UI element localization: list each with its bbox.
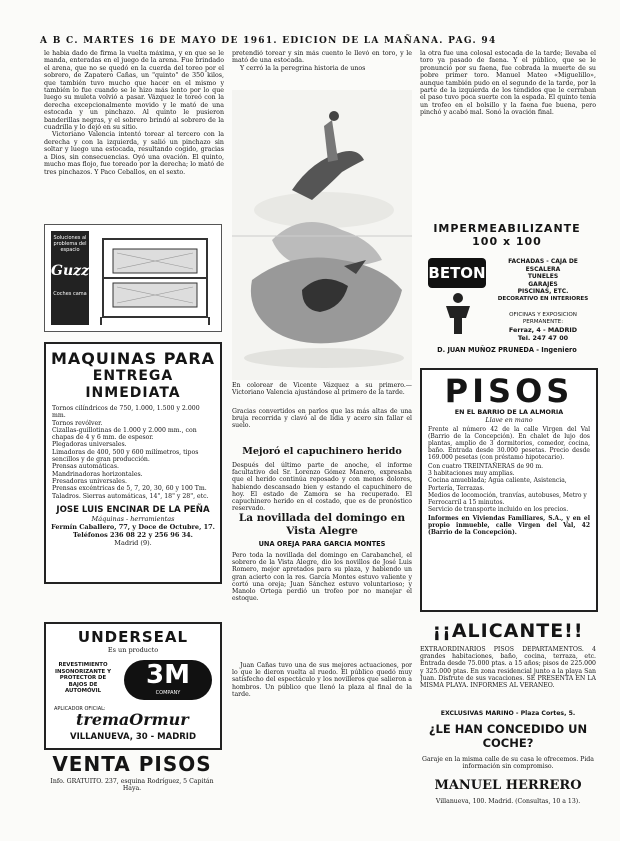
imper-tel: Tel. 247 47 00: [517, 334, 569, 342]
maquinas-item: Tornos cilíndricos de 750, 1.000, 1.500 y 2.000 mm.: [52, 405, 200, 420]
column-2-top: [232, 50, 412, 84]
maquinas-phones: Teléfonos 236 08 22 y 256 96 34.: [73, 530, 193, 539]
guzzi-logo-panel: [51, 231, 95, 325]
bed-illustration: [97, 233, 215, 325]
pisos-info: Informes en Viviendas Familiares, S.A., y en el propio inmueble, calle Virgen del Val, 42 (Barrio de la Concepción).: [428, 515, 590, 537]
coche-text: Garaje en la misma calle de su casa le ofrecemos. Pida información sin compromiso.: [422, 756, 594, 771]
maquinas-item: Cizallas-guillotinas de 1.000 y 2.000 mm., con chapas de 4 y 6 mm. de espesor.: [52, 426, 197, 442]
pisos-item: Medios de locomoción, tranvías, autobuses, Metro y Ferrocarril a 15 minutos.: [428, 491, 587, 507]
ad-guzzi: [44, 224, 222, 332]
maquinas-tagline: Máquinas - herramientas: [91, 514, 175, 523]
pisos-lead: Llave en mano: [485, 416, 533, 424]
pisos-item: Cocina amueblada; Agua caliente, Asistencia, Portería, Terrazas.: [428, 477, 567, 492]
underseal-sub: Es un producto: [107, 646, 159, 654]
imper-subtitle: 100 x 100: [472, 235, 542, 248]
col3-top-text: la otra fue una colosal estocada de la tarde; llevaba el toro ya pasado de faena. Y el público, que se le pronunció por su faena, fue cobrada la muerte de su pobre primer toro. Manuel Mateo «Miguelillo», aunque también pudo en el segundo de la tarde, por la parte de la izquierda de los tendidos que le cerraban el paso tuvo poca suerte con la espada. El quinto tenía un trofeo en el bolsillo y la faena fue buena, pero pinchó y acabó mal. Sonó la ovación final.: [420, 50, 596, 117]
venta-pisos-text: Info. GRATUITO. 237, esquina Rodríguez, 5 Capitán Haya.: [50, 778, 214, 793]
underseal-address: VILLANUEVA, 30 - MADRID: [69, 732, 197, 742]
pisos-item: Con cuatro TREINTAÑERAS de 90 m.: [428, 463, 544, 470]
column-3-top: [420, 50, 596, 198]
imper-address: Ferraz, 4 - MADRID: [508, 326, 578, 334]
ad-underseal: [44, 622, 222, 750]
imper-lines: [492, 258, 594, 296]
figure-icon: [438, 292, 478, 336]
imper-line: FACHADAS - CAJA DE ESCALERA: [508, 258, 578, 273]
maquinas-item: Prensas automáticas.: [52, 463, 119, 471]
maquinas-item: Plegadoras universales.: [52, 441, 127, 449]
page-header: A B C. MARTES 16 DE MAYO DE 1961. EDICION DE LA MAÑANA. PAG. 94: [40, 36, 497, 46]
headline-capuchinero: Mejoró el capuchinero herido: [242, 446, 402, 457]
3m-logo: [124, 660, 212, 700]
coche-title: ¿LE HAN CONCEDIDO UN COCHE?: [428, 722, 588, 750]
underseal-dealer-label: APLICADOR OFICIAL:: [54, 706, 106, 712]
ad-maquinas: [44, 342, 222, 584]
article-text-2: Victoriano Valencia intentó torear al tercero con la derecha y con la izquierda, y salió un pinchazo sin soltar y luego una estocada, resultando cogido, gracias a Dios, sin consecuencias. Oyó una ovación. El quinto, mucho mas flojo, fue toreado por la derecha; lo mató de tres pinchazos. Y Paco Ceballos, en el sexto.: [44, 131, 224, 176]
maquinas-item: Mandrinadoras horizontales.: [52, 470, 143, 478]
guzzi-brand: Guzzi: [51, 263, 95, 279]
maquinas-title-1: MAQUINAS PARA: [50, 349, 216, 368]
3m-logo-text: 3M: [146, 660, 190, 690]
underseal-brand: UNDERSEAL: [77, 628, 189, 646]
ad-impermeabilizante: [420, 222, 594, 354]
col2-top-text: pretendió torear y sin más cuento le llevó en toro, y le mató de una estocada.: [232, 50, 412, 65]
imper-note: DECORATIVO EN INTERIORES: [497, 296, 589, 302]
maquinas-item: Fresadoras universales.: [52, 477, 127, 485]
maquinas-address: Fermín Caballero, 77, y Doce de Octubre, 17.: [51, 522, 215, 531]
body-novillada-2: Juan Cañas tuvo una de sus mejores actuaciones, por lo que le dieron vuelta al ruedo. El público quedó muy satisfecho del espectáculo y los novilleros que salieron a hombros. Un público que llenó la plaza al final de la tarde.: [232, 662, 412, 698]
pisos-title: PISOS: [444, 372, 574, 410]
photo-caption: En colorear de Vicente Vázquez a su primero.— Victoriano Valencia ajustándose al primero de la tarde.: [232, 382, 412, 397]
body-capuchinero: Después del último parte de anoche, el informe facultativo del Sr. Lorenzo Gómez Manero, expresaba que el herido continúa reposado y con menos dolores, habiendo descansado bien y estando el capuchinero de hoy. El estado de Zamora se ha recuperado. El capuchinero herido en el costado, que es de pronóstico reservado.: [232, 462, 412, 513]
imper-line: TUNELES: [527, 273, 559, 281]
maquinas-item: Limadoras de 400, 500 y 600 milímetros, tipos sencillos y de gran producción.: [52, 448, 199, 464]
bullfight-drawing: [232, 90, 412, 380]
3m-logo-sub: COMPANY: [155, 690, 181, 696]
underseal-dealer: tremaOrmur: [76, 710, 189, 729]
pisos-item: 3 habitaciones muy amplias.: [428, 470, 515, 478]
coche-address: Villanueva, 100. Madrid. (Consultas, 10 a 13).: [435, 798, 581, 805]
guzzi-slogan: Soluciones al problema del espacio: [53, 235, 87, 253]
col2-top-text-2: Y cerró la la peregrina historia de unos: [240, 64, 366, 72]
venta-pisos-title: VENTA PISOS: [52, 752, 212, 776]
beton-brand: BETON: [428, 264, 486, 282]
subhead-novillada: UNA OREJA PARA GARCIA MONTES: [258, 540, 386, 548]
pisos-list: [422, 463, 596, 513]
col2-text-after: Gracias convertidos en parlos que las más altas de una bruja recorrida y clavó al de lidia y acero sin fallar el suelo.: [232, 408, 412, 430]
guzzi-sub: Coches cama: [53, 291, 87, 297]
underseal-left-text: REVESTIMIENTO INSONORIZANTE Y PROTECTOR DE BAJOS DE AUTOMÓVIL: [55, 662, 111, 695]
coche-name: MANUEL HERRERO: [434, 778, 582, 793]
beton-logo: [428, 258, 486, 288]
imper-director: D. JUAN MUÑOZ PRUNEDA - Ingeniero: [437, 346, 577, 354]
pisos-subtitle: EN EL BARRIO DE LA ALMORIA: [454, 408, 564, 416]
maquinas-list: [46, 402, 220, 503]
pisos-desc: Frente al número 42 de la calle Virgen del Val (Barrio de la Concepción). En chalet de lujo dos plantas, amplio de 3 dormitorios, comedor, cocina, baño. Entrada desde 30.000 pesetas. Precio desde 169.000 pesetas (con préstamo hipotecario).: [428, 426, 590, 461]
imper-line: PISCINAS, ETC.: [517, 288, 569, 296]
maquinas-company: JOSE LUIS ENCINAR DE LA PEÑA: [56, 504, 210, 515]
maquinas-item: Prensas excéntricas de 5, 7, 20, 30, 60 y 100 Tm.: [52, 485, 207, 493]
body-novillada: Pero toda la novillada del domingo en Carabanchel, el sobrero de la Vista Alegre, dio los novillos de José Luis Romero, mejor apretados para su plaza, y habiendo un gran acierto con la res. García Montes estuvo valiente y cortó una oreja; Juan Sánchez estuvo voluntarioso; y Manolo Ortega perdió un trofeo por no manejar el estoque.: [232, 552, 412, 603]
imper-line: GARAJES: [528, 280, 558, 288]
maquinas-item: Tornos revólver.: [52, 419, 103, 427]
article-text: le habia dado de firma la vuelta máxima, y en que se le manda, enteradas en el juego de la arena. Fue brindado el arena, que no se quedó en la cuerda del toreo por el sobrero, de Zapatero Cañas, un "quinto" de 350 kilos, que también tuvo mucho que hacer en el mismo y también lo fue cuando se le hizo más lento por lo que luego su muleta volvió a pasar. Vázquez le toreó con la derecha excepcionalmente movido y le mató de una estocada y un pinchazo. Al quinto le pusieron banderillas negras, y el sobrero brindó al sobrero de la cuadrilla y lo dejó en su sitio.: [44, 50, 224, 132]
maquinas-city: Madrid (9).: [114, 538, 152, 547]
ad-pisos: [420, 368, 598, 612]
maquinas-title-2: ENTREGA INMEDIATA: [85, 368, 181, 401]
alicante-text: EXTRAORDINARIOS PISOS DEPARTAMENTOS. 4 grandes habitaciones, baño, cocina, terraza, etc. Entrada desde 75.000 ptas. a 15 años; pisos de 225.000 y 325.000 ptas. En zona residencial junto a la playa San Juan. Disfrute de sus vacaciones. SE PRESENTA EN LA MISMA PLAYA. INFORMES AL VERANEO.: [420, 646, 596, 690]
imper-title: IMPERMEABILIZANTE: [433, 222, 581, 235]
alicante-footer: EXCLUSIVAS MARINO - Plaza Cortes, 5.: [440, 710, 576, 717]
headline-novillada: La novillada del domingo en Vista Alegre: [238, 512, 406, 537]
alicante-title: ¡¡ALICANTE!!: [432, 620, 584, 642]
bullfight-photos: [232, 90, 412, 380]
imper-note2: OFICINAS Y EXPOSICION PERMANENTE:: [509, 312, 577, 325]
maquinas-item: Taladros. Sierras automáticas, 14", 18" y 28", etc.: [52, 492, 209, 500]
pisos-item: Servicio de transporte incluido en los precios.: [428, 506, 569, 514]
